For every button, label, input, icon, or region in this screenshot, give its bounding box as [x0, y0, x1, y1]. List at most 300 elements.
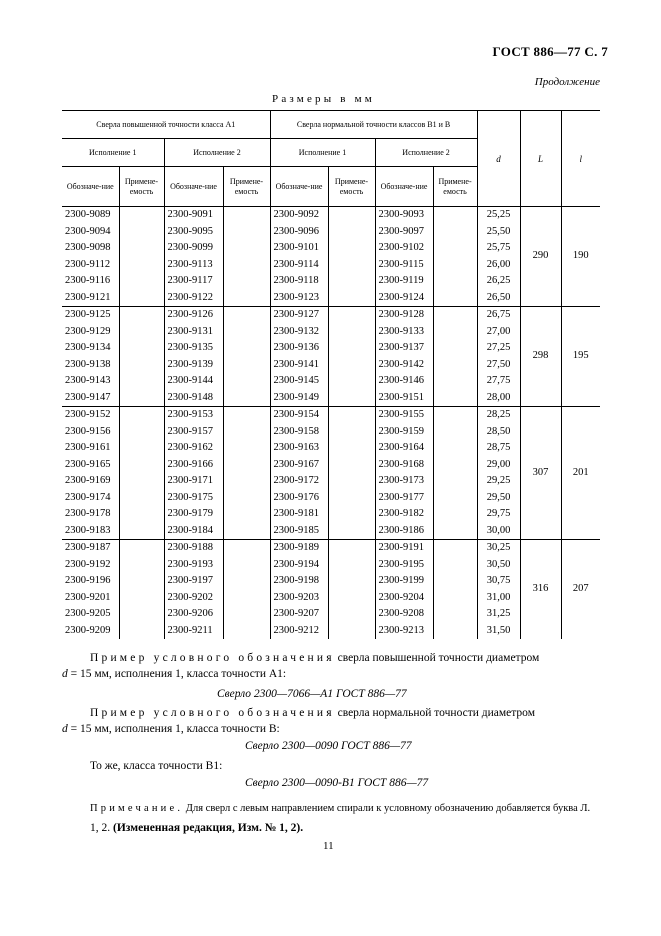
- header-designation: Обозначе-ние: [270, 167, 328, 207]
- cell-b-v2-designation: 2300-9199: [375, 573, 433, 590]
- cell-a1-v2-designation: 2300-9139: [164, 357, 223, 374]
- cell-a1-v2-application: [223, 373, 270, 390]
- table-row: [62, 623, 600, 640]
- cell-a1-v1-designation: 2300-9161: [65, 442, 111, 453]
- cell-a1-v2-application: [223, 324, 270, 341]
- cell-a1-v1-application: [119, 207, 164, 224]
- header-application: Примене-емость: [328, 167, 375, 207]
- cell-a1-v1-designation: 2300-9143: [65, 375, 111, 386]
- cell-a1-v1-application: [119, 557, 164, 574]
- cell-b-v2-designation: 2300-9195: [375, 557, 433, 574]
- table-row: [62, 240, 600, 257]
- cell-b-v2-application: [433, 273, 477, 290]
- table-row: [62, 490, 600, 507]
- cell-a1-v1-designation: 2300-9205: [65, 608, 111, 619]
- table-row: [62, 340, 600, 357]
- cell-b-v1-application: [328, 273, 375, 290]
- cell-b-v1-designation: 2300-9198: [270, 573, 328, 590]
- cell-b-v2-application: [433, 240, 477, 257]
- example2-text-2: = 15 мм, исполнения 1, класса точности В:: [67, 723, 280, 735]
- cell-b-v2-designation: 2300-9097: [375, 224, 433, 241]
- cell-b-v1-application: [328, 540, 375, 557]
- cell-a1-v2-designation: 2300-9162: [164, 440, 223, 457]
- cell-a1-v1-application: [119, 490, 164, 507]
- cell-b-v2-application: [433, 506, 477, 523]
- cell-b-v2-designation: 2300-9093: [375, 207, 433, 224]
- cell-a1-v2-application: [223, 457, 270, 474]
- cell-a1-v2-designation: 2300-9175: [164, 490, 223, 507]
- cell-d: 26,75: [477, 307, 520, 324]
- cell-a1-v1-application: [119, 290, 164, 307]
- cell-d: 30,75: [477, 573, 520, 590]
- cell-d: 29,75: [477, 506, 520, 523]
- cell-b-v1-application: [328, 224, 375, 241]
- cell-b-v2-designation: 2300-9146: [375, 373, 433, 390]
- continuation-label: Продолжение: [534, 76, 600, 88]
- cell-a1-v1-application: [119, 357, 164, 374]
- cell-d: 25,25: [477, 207, 520, 224]
- cell-a1-v2-designation: 2300-9126: [164, 307, 223, 324]
- cell-a1-v2-designation: 2300-9122: [164, 290, 223, 307]
- cell-b-v2-designation: 2300-9173: [375, 473, 433, 490]
- cell-L: 316: [520, 540, 561, 640]
- cell-b-v2-application: [433, 440, 477, 457]
- cell-a1-v1-designation: 2300-9112: [65, 258, 111, 270]
- cell-b-v1-designation: 2300-9194: [270, 557, 328, 574]
- cell-b-v2-designation: 2300-9159: [375, 424, 433, 441]
- cell-b-v1-application: [328, 457, 375, 474]
- cell-d: 28,25: [477, 407, 520, 424]
- cell-a1-v2-designation: 2300-9211: [164, 623, 223, 640]
- table-row: [62, 540, 600, 557]
- cell-a1-v2-application: [223, 623, 270, 640]
- cell-a1-v2-application: [223, 573, 270, 590]
- cell-b-v2-application: [433, 573, 477, 590]
- cell-a1-v2-designation: 2300-9166: [164, 457, 223, 474]
- cell-b-v1-designation: 2300-9158: [270, 424, 328, 441]
- cell-a1-v1-application: [119, 324, 164, 341]
- header-group-a1: Сверла повышенной точности класса А1: [62, 111, 270, 139]
- cell-b-v2-designation: 2300-9102: [375, 240, 433, 257]
- cell-a1-v1-designation: 2300-9196: [65, 575, 111, 586]
- header-application: Примене-емость: [119, 167, 164, 207]
- cell-b-v2-application: [433, 407, 477, 424]
- cell-L: 298: [520, 307, 561, 407]
- table-row: [62, 557, 600, 574]
- cell-b-v2-designation: 2300-9164: [375, 440, 433, 457]
- table-row: [62, 606, 600, 623]
- cell-a1-v2-designation: 2300-9193: [164, 557, 223, 574]
- table-row: [62, 390, 600, 407]
- cell-a1-v1-application: [119, 473, 164, 490]
- cell-a1-v2-application: [223, 523, 270, 540]
- cell-a1-v2-designation: 2300-9135: [164, 340, 223, 357]
- cell-a1-v1-designation: 2300-9201: [65, 591, 111, 603]
- table-row: [62, 590, 600, 607]
- cell-b-v2-application: [433, 324, 477, 341]
- cell-a1-v1-designation: 2300-9156: [65, 425, 111, 437]
- cell-b-v1-designation: 2300-9127: [270, 307, 328, 324]
- header-a1-version-2: Исполнение 2: [164, 139, 270, 167]
- cell-a1-v1-application: [119, 506, 164, 523]
- page-number: 11: [323, 840, 334, 852]
- header-a1-version-1: Исполнение 1: [62, 139, 164, 167]
- cell-b-v1-designation: 2300-9145: [270, 373, 328, 390]
- cell-a1-v1-application: [119, 257, 164, 274]
- amendment-note: (Измененная редакция, Изм. № 1, 2).: [113, 822, 304, 834]
- cell-d: 31,50: [477, 623, 520, 640]
- header-application: Примене-емость: [433, 167, 477, 207]
- cell-a1-v1-application: [119, 540, 164, 557]
- cell-b-v1-application: [328, 523, 375, 540]
- cell-l: 195: [561, 307, 600, 407]
- note-lead: Примечание.: [90, 803, 184, 814]
- table-row: [62, 440, 600, 457]
- cell-a1-v1-application: [119, 424, 164, 441]
- cell-b-v2-designation: 2300-9137: [375, 340, 433, 357]
- cell-a1-v2-designation: 2300-9153: [164, 407, 223, 424]
- cell-a1-v1-designation: 2300-9116: [65, 275, 111, 286]
- cell-a1-v1-application: [119, 390, 164, 407]
- cell-b-v1-application: [328, 324, 375, 341]
- cell-b-v2-application: [433, 257, 477, 274]
- cell-b-v1-application: [328, 573, 375, 590]
- cell-a1-v2-application: [223, 540, 270, 557]
- table-row: [62, 473, 600, 490]
- cell-b-v2-application: [433, 490, 477, 507]
- cell-b-v1-designation: 2300-9096: [270, 224, 328, 241]
- cell-d: 27,00: [477, 324, 520, 341]
- cell-b-v1-application: [328, 490, 375, 507]
- table-row: [62, 523, 600, 540]
- cell-b-v2-application: [433, 373, 477, 390]
- cell-a1-v1-designation: 2300-9187: [62, 540, 119, 557]
- cell-a1-v2-application: [223, 606, 270, 623]
- cell-b-v2-application: [433, 224, 477, 241]
- cell-d: 26,00: [477, 257, 520, 274]
- cell-b-v2-designation: 2300-9213: [375, 623, 433, 640]
- example2-paragraph: [62, 705, 600, 737]
- header-designation: Обозначе-ние: [62, 167, 119, 207]
- cell-d: 31,25: [477, 606, 520, 623]
- table-row: [62, 457, 600, 474]
- cell-a1-v1-designation: 2300-9183: [65, 524, 111, 536]
- cell-a1-v1-designation: 2300-9129: [65, 325, 111, 337]
- table-row: [62, 424, 600, 441]
- cell-a1-v2-application: [223, 224, 270, 241]
- cell-a1-v2-designation: 2300-9202: [164, 590, 223, 607]
- dimensions-table: [62, 110, 600, 639]
- cell-d: 25,75: [477, 240, 520, 257]
- cell-a1-v1-application: [119, 590, 164, 607]
- cell-d: 28,00: [477, 390, 520, 407]
- table-row: [62, 324, 600, 341]
- cell-a1-v1-application: [119, 457, 164, 474]
- header-designation: Обозначе-ние: [164, 167, 223, 207]
- cell-b-v1-designation: 2300-9154: [270, 407, 328, 424]
- cell-a1-v2-designation: 2300-9206: [164, 606, 223, 623]
- cell-b-v1-designation: 2300-9189: [270, 540, 328, 557]
- cell-a1-v1-application: [119, 373, 164, 390]
- cell-a1-v1-application: [119, 240, 164, 257]
- example1-d-symbol: d: [62, 668, 68, 680]
- cell-b-v1-designation: 2300-9114: [270, 257, 328, 274]
- cell-a1-v1-designation: 2300-9125: [62, 307, 119, 324]
- table-row: [62, 224, 600, 241]
- cell-b-v1-application: [328, 473, 375, 490]
- cell-b-v2-designation: 2300-9142: [375, 357, 433, 374]
- cell-b-v1-application: [328, 340, 375, 357]
- cell-b-v1-designation: 2300-9185: [270, 523, 328, 540]
- cell-b-v1-designation: 2300-9101: [270, 240, 328, 257]
- header-l: l: [561, 111, 600, 207]
- cell-a1-v2-designation: 2300-9148: [164, 390, 223, 407]
- cell-d: 27,25: [477, 340, 520, 357]
- cell-b-v1-application: [328, 240, 375, 257]
- note-paragraph: [62, 801, 600, 816]
- cell-b-v1-application: [328, 307, 375, 324]
- table-row: [62, 273, 600, 290]
- cell-d: 31,00: [477, 590, 520, 607]
- cell-b-v2-application: [433, 540, 477, 557]
- cell-b-v1-designation: 2300-9132: [270, 324, 328, 341]
- cell-b-v1-designation: 2300-9172: [270, 473, 328, 490]
- cell-a1-v2-designation: 2300-9091: [164, 207, 223, 224]
- table-row: [62, 307, 600, 324]
- cell-d: 27,75: [477, 373, 520, 390]
- table-row: [62, 506, 600, 523]
- cell-b-v1-designation: 2300-9141: [270, 357, 328, 374]
- table-body: [62, 207, 600, 640]
- cell-l: 201: [561, 407, 600, 540]
- cell-b-v1-designation: 2300-9118: [270, 273, 328, 290]
- cell-a1-v1-application: [119, 523, 164, 540]
- cell-b-v2-application: [433, 557, 477, 574]
- cell-b-v1-designation: 2300-9092: [270, 207, 328, 224]
- cell-b-v2-designation: 2300-9208: [375, 606, 433, 623]
- cell-a1-v1-application: [119, 606, 164, 623]
- cell-b-v2-designation: 2300-9155: [375, 407, 433, 424]
- cell-a1-v2-designation: 2300-9113: [164, 257, 223, 274]
- cell-a1-v1-designation: 2300-9174: [65, 491, 111, 503]
- cell-a1-v1-designation: 2300-9209: [65, 624, 111, 636]
- cell-a1-v2-designation: 2300-9131: [164, 324, 223, 341]
- cell-a1-v1-designation: 2300-9165: [65, 458, 111, 470]
- header-b-version-1: Исполнение 1: [270, 139, 375, 167]
- cell-a1-v1-designation: 2300-9169: [65, 475, 111, 486]
- cell-b-v2-application: [433, 390, 477, 407]
- cell-b-v1-designation: 2300-9136: [270, 340, 328, 357]
- table-row: [62, 407, 600, 424]
- cell-b-v1-designation: 2300-9212: [270, 623, 328, 640]
- cell-b-v1-application: [328, 373, 375, 390]
- cell-a1-v1-designation: 2300-9192: [65, 558, 111, 570]
- example3-text: То же, класса точности В1:: [90, 760, 223, 772]
- header-application: Примене-емость: [223, 167, 270, 207]
- cell-b-v2-designation: 2300-9182: [375, 506, 433, 523]
- cell-b-v1-application: [328, 557, 375, 574]
- cell-a1-v1-designation: 2300-9147: [65, 391, 111, 403]
- header-b-version-2: Исполнение 2: [375, 139, 477, 167]
- header-designation: Обозначе-ние: [375, 167, 433, 207]
- cell-b-v1-designation: 2300-9207: [270, 606, 328, 623]
- cell-a1-v1-designation: 2300-9121: [65, 291, 111, 303]
- cell-d: 26,50: [477, 290, 520, 307]
- cell-a1-v2-designation: 2300-9197: [164, 573, 223, 590]
- cell-b-v1-application: [328, 207, 375, 224]
- example3-formula: Сверло 2300—0090-В1 ГОСТ 886—77: [245, 777, 429, 789]
- cell-a1-v2-application: [223, 307, 270, 324]
- cell-a1-v2-designation: 2300-9095: [164, 224, 223, 241]
- cell-b-v1-application: [328, 623, 375, 640]
- cell-a1-v2-designation: 2300-9144: [164, 373, 223, 390]
- cell-a1-v1-application: [119, 307, 164, 324]
- cell-b-v2-application: [433, 590, 477, 607]
- cell-b-v2-designation: 2300-9119: [375, 273, 433, 290]
- cell-a1-v1-designation: 2300-9178: [65, 508, 111, 519]
- cell-d: 30,50: [477, 557, 520, 574]
- note-text: Для сверл с левым направлением спирали к условному обозначению добавляется буква Л.: [183, 803, 591, 814]
- cell-b-v2-application: [433, 357, 477, 374]
- cell-b-v2-application: [433, 424, 477, 441]
- example2-lead: Пример условного обозначения: [90, 707, 335, 719]
- table-row: [62, 373, 600, 390]
- cell-a1-v2-application: [223, 207, 270, 224]
- page-header: ГОСТ 886—77 С. 7: [492, 44, 608, 59]
- table-row: [62, 257, 600, 274]
- cell-a1-v1-application: [119, 273, 164, 290]
- cell-a1-v1-application: [119, 224, 164, 241]
- cell-b-v2-application: [433, 457, 477, 474]
- cell-a1-v2-application: [223, 390, 270, 407]
- cell-b-v2-application: [433, 307, 477, 324]
- header-d: d: [477, 111, 520, 207]
- cell-b-v1-application: [328, 606, 375, 623]
- cell-a1-v2-application: [223, 407, 270, 424]
- cell-b-v1-designation: 2300-9163: [270, 440, 328, 457]
- cell-L: 307: [520, 407, 561, 540]
- cell-a1-v1-designation: 2300-9094: [65, 225, 111, 237]
- example1-lead: Пример условного обозначения: [90, 652, 335, 664]
- cell-a1-v2-application: [223, 590, 270, 607]
- cell-b-v1-designation: 2300-9181: [270, 506, 328, 523]
- cell-a1-v2-application: [223, 490, 270, 507]
- cell-L: 290: [520, 207, 561, 307]
- cell-d: 29,50: [477, 490, 520, 507]
- cell-d: 27,50: [477, 357, 520, 374]
- cell-b-v2-designation: 2300-9151: [375, 390, 433, 407]
- cell-b-v1-application: [328, 357, 375, 374]
- cell-a1-v1-designation: 2300-9152: [62, 407, 119, 424]
- cell-l: 190: [561, 207, 600, 307]
- cell-b-v2-designation: 2300-9128: [375, 307, 433, 324]
- cell-d: 29,00: [477, 457, 520, 474]
- example2-text-1: сверла нормальной точности диаметром: [334, 707, 535, 719]
- cell-a1-v1-application: [119, 340, 164, 357]
- cell-b-v2-application: [433, 290, 477, 307]
- table-row: [62, 290, 600, 307]
- example2-d-symbol: d: [62, 723, 68, 735]
- table-row: [62, 357, 600, 374]
- cell-b-v2-designation: 2300-9115: [375, 257, 433, 274]
- cell-a1-v2-application: [223, 557, 270, 574]
- cell-a1-v2-application: [223, 273, 270, 290]
- example1-paragraph: [62, 650, 600, 682]
- cell-a1-v2-application: [223, 440, 270, 457]
- cell-l: 207: [561, 540, 600, 640]
- cell-b-v2-application: [433, 207, 477, 224]
- cell-b-v1-designation: 2300-9123: [270, 290, 328, 307]
- cell-b-v2-application: [433, 473, 477, 490]
- cell-b-v1-application: [328, 424, 375, 441]
- amendment-prefix: 1, 2.: [90, 822, 113, 834]
- cell-b-v2-designation: 2300-9191: [375, 540, 433, 557]
- cell-a1-v2-designation: 2300-9184: [164, 523, 223, 540]
- cell-a1-v2-application: [223, 257, 270, 274]
- header-L: L: [520, 111, 561, 207]
- example1-text-2: = 15 мм, исполнения 1, класса точности А1:: [67, 668, 287, 680]
- cell-b-v2-designation: 2300-9186: [375, 523, 433, 540]
- cell-b-v1-application: [328, 506, 375, 523]
- table-caption: Размеры в мм: [272, 93, 375, 105]
- example1-text-1: сверла повышенной точности диаметром: [334, 652, 540, 664]
- cell-a1-v2-designation: 2300-9117: [164, 273, 223, 290]
- cell-d: 30,00: [477, 523, 520, 540]
- cell-b-v1-designation: 2300-9149: [270, 390, 328, 407]
- cell-a1-v2-application: [223, 424, 270, 441]
- cell-b-v2-designation: 2300-9177: [375, 490, 433, 507]
- cell-a1-v1-application: [119, 623, 164, 640]
- cell-a1-v2-application: [223, 473, 270, 490]
- cell-d: 25,50: [477, 224, 520, 241]
- cell-b-v1-designation: 2300-9203: [270, 590, 328, 607]
- header-group-b: Сверла нормальной точности классов В1 и В: [270, 111, 477, 139]
- cell-d: 28,75: [477, 440, 520, 457]
- cell-b-v2-application: [433, 523, 477, 540]
- cell-a1-v1-application: [119, 573, 164, 590]
- cell-b-v2-designation: 2300-9133: [375, 324, 433, 341]
- table-row: [62, 207, 600, 224]
- cell-b-v2-application: [433, 340, 477, 357]
- cell-a1-v2-designation: 2300-9171: [164, 473, 223, 490]
- cell-a1-v2-application: [223, 240, 270, 257]
- cell-a1-v1-designation: 2300-9134: [65, 342, 111, 353]
- cell-b-v2-application: [433, 606, 477, 623]
- cell-a1-v1-designation: 2300-9138: [65, 358, 111, 370]
- table-row: [62, 573, 600, 590]
- cell-a1-v2-application: [223, 506, 270, 523]
- cell-d: 29,25: [477, 473, 520, 490]
- cell-d: 26,25: [477, 273, 520, 290]
- cell-a1-v2-designation: 2300-9157: [164, 424, 223, 441]
- cell-b-v2-designation: 2300-9124: [375, 290, 433, 307]
- example2-formula: Сверло 2300—0090 ГОСТ 886—77: [245, 740, 412, 752]
- cell-b-v2-designation: 2300-9204: [375, 590, 433, 607]
- cell-b-v1-application: [328, 257, 375, 274]
- cell-d: 30,25: [477, 540, 520, 557]
- cell-b-v1-application: [328, 407, 375, 424]
- cell-a1-v2-designation: 2300-9099: [164, 240, 223, 257]
- cell-b-v1-application: [328, 290, 375, 307]
- example1-formula: Сверло 2300—7066—А1 ГОСТ 886—77: [217, 688, 407, 700]
- cell-a1-v1-designation: 2300-9089: [65, 209, 111, 220]
- amendment-line: [90, 820, 490, 836]
- cell-a1-v2-designation: 2300-9188: [164, 540, 223, 557]
- cell-b-v1-application: [328, 590, 375, 607]
- cell-a1-v2-application: [223, 290, 270, 307]
- cell-a1-v2-application: [223, 340, 270, 357]
- cell-d: 28,50: [477, 424, 520, 441]
